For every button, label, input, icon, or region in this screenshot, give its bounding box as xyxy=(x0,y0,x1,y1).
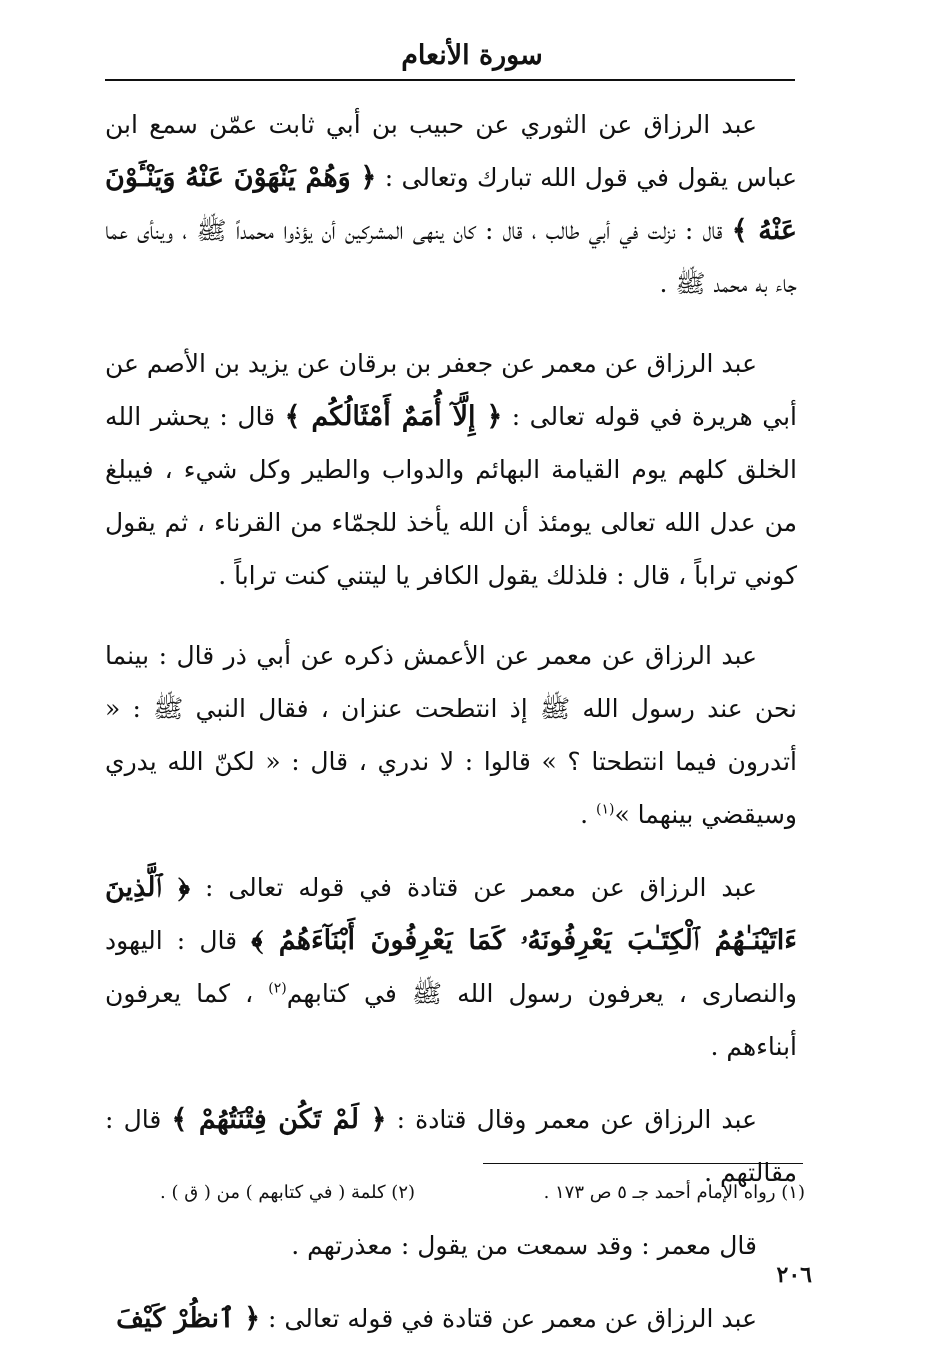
footnote-marker: (٢) xyxy=(268,980,287,997)
quran-verse: ﴿ ٱلَّذِينَ ءَاتَيْنَـٰهُمُ ٱلْكِتَـٰبَ يَعْرِفُونَهُۥ كَمَا يَعْرِفُونَ أَبْنَآءَهُمُ ﴾ xyxy=(105,872,797,956)
header-divider xyxy=(105,79,795,81)
paragraph-6 xyxy=(105,1219,797,1272)
quran-verse: ﴿ إِلَّآ أُمَمٌ أَمْثَالُكُم ﴾ xyxy=(284,401,503,432)
main-text xyxy=(105,98,797,1372)
paragraph-text: قال : يحشر الله الخلق كلهم يوم القيامة البهائم والدواب والطير وكل شيء ، فيبلغ من عدل الله تعالى يومئذ أن الله يأخذ للجمّاء من القرناء ، ثم يقول كوني تراباً ، قال : فلذلك يقول الكافر يا ليتني كنت تراباً . xyxy=(105,402,797,590)
paragraph-text: قال : مقالتهم . xyxy=(105,1105,797,1187)
paragraph-text: عبد الرزاق عن الثوري عن حبيب بن أبي ثابت عمّن سمع ابن عباس يقول في قول الله تبارك وتعالى : xyxy=(105,110,797,192)
footnote-marker: (١) xyxy=(595,801,615,818)
paragraph-text: عبد الرزاق عن معمر عن جعفر بن برقان عن يزيد بن الأصم عن أبي هريرة في قوله تعالى : xyxy=(105,349,797,431)
quran-verse: ﴿ ٱنظُرْ كَيْفَ xyxy=(116,1303,261,1334)
page-title: سورة الأنعام xyxy=(401,40,543,71)
paragraph-text: عبد الرزاق عن معمر وقال قتادة : xyxy=(386,1105,757,1134)
footnote-divider xyxy=(483,1163,803,1164)
paragraph-7 xyxy=(105,1292,797,1345)
footnotes xyxy=(160,1182,805,1203)
paragraph-2 xyxy=(105,337,797,602)
paragraph-text: عبد الرزاق عن معمر عن الأعمش ذكره عن أبي ذر قال : بينما نحن عند رسول الله ﷺ إذ انتطحت عنزان ، فقال النبي ﷺ : « أتدرون فيما انتطحتا ؟ » قالوا : لا ندري ، قال : « لكنّ الله يدري وسيقضي بينهما » xyxy=(105,641,797,829)
footnote-1: (١) رواه الإمام أحمد جـ ٥ ص ١٧٣ . xyxy=(543,1182,805,1203)
quran-verse: ﴿ وَهُمْ يَنْهَوْنَ عَنْهُ وَيَنْـَٔوْنَ عَنْهُ ﴾ xyxy=(105,162,797,246)
footnote-2: (٢) كلمة ( في كتابهم ) من ( ق ) . xyxy=(160,1182,416,1203)
paragraph-text: . xyxy=(580,800,596,829)
paragraph-text: عبد الرزاق عن معمر عن قتادة في قوله تعالى : xyxy=(190,873,757,902)
paragraph-text: عبد الرزاق عن معمر عن قتادة في قوله تعالى : xyxy=(260,1304,757,1333)
paragraph-text: قال : نزلت في أبي طالب ، قال : كان ينهى المشركين أن يؤذوا محمداً ﷺ ، وينأى عما جاء به محمد ﷺ . xyxy=(105,216,797,298)
paragraph-4 xyxy=(105,861,797,1073)
quran-verse: ﴿ لَمْ تَكُن فِتْنَتُهُمْ ﴾ xyxy=(171,1104,387,1135)
paragraph-3 xyxy=(105,629,797,841)
page-number: ٢٠٦ xyxy=(776,1262,812,1288)
paragraph-1 xyxy=(105,98,797,310)
paragraph-text: ، كما يعرفون أبناءهم . xyxy=(105,979,797,1061)
paragraph-text: قال معمر : وقد سمعت من يقول : معذرتهم . xyxy=(291,1231,757,1260)
paragraph-text: قال : اليهود والنصارى ، يعرفون رسول الله ﷺ في كتابهم xyxy=(105,926,797,1008)
